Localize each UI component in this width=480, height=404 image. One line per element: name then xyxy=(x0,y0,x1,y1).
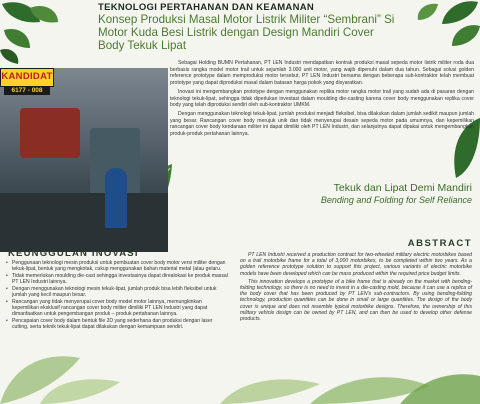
photo-worker xyxy=(105,168,127,228)
list-item: • Pencapaian cover body dalam bentuk file 2D yang sederhana dan produksi dengan laser cutting, serta teknik tekuk-lipat dapat dilakukan dengan kemampuan sendiri. xyxy=(12,318,230,330)
abstract-paragraph: This innovation develops a prototype of a bike frame that is already on the market with bending-folding technology, so there is no need to invest in a die-casting mold, because it can use a replica of the body cover that has been produced by PT LEN's sub-contractors. By using bending-folding technology, production quantities can be done in small or large quantities. The design of the body cover is unique and does not resemble typical motorbike designs. Therefore, the ownership of this military vehicle design can be owned by PT LEN, and can then be used to develop other defense products. xyxy=(240,278,472,323)
kandidat-badge: KANDIDAT xyxy=(0,68,54,87)
abstract-heading: ABSTRACT xyxy=(407,238,472,249)
intro-paragraph: Dengan menggunakan teknologi tekuk-lipat, jumlah produksi menjadi fleksibel, bisa dilakukan dalam jumlah sedikit maupun jumlah yang besar. Rancangan cover body merujuk unik dan tidak menyerupai desain sepeda motor pada umumnya, dan kepemilikan rancangan cover body kendaraan militer ini dapat dimiliki oleh PT LEN Industri, dan selanjutnya dapat dipakai untuk mengembangkan produk-produk pertahanan lainnya. xyxy=(170,110,474,138)
candidate-code: 6177 - 008 xyxy=(4,86,50,95)
leaf-bottom-right-icon xyxy=(220,340,480,404)
leaf-top-left-icon xyxy=(0,0,80,66)
section-title-english: Bending and Folding for Self Reliance xyxy=(320,195,472,205)
keunggulan-list xyxy=(4,260,230,331)
section-title: Tekuk dan Lipat Demi Mandiri xyxy=(333,182,472,194)
list-item: • Rancangan yang tidak menyerupai cover body model motor lainnya, memungkinkan kepemilikan eksklusif rancangan cover body militer dimiliki PT LEN Industri yang dapat dimanfaatkan untuk pengembangan produk – produk pertahanan lainnya. xyxy=(12,299,230,318)
abstract-paragraph: PT LEN Industri received a production contract for two-wheeled military electric motorbikes based on a trail motorbike frame for a total of 3,000 motorbikes, to be completed within two years. As a golden reference prototype solution to support this project, various variants of electric motorbike models have been developed which can be mass produced within the required price budget limits. xyxy=(240,252,472,277)
leaf-bottom-left-icon xyxy=(0,330,130,404)
list-item: • Dengan menggunakan teknologi mesin tekuk-lipat, jumlah produk bisa lebih fleksibel untuk jumlah yang kecil maupun besar. xyxy=(12,286,230,298)
list-item: • Penggunaan teknologi mesin produksi untuk pembuatan cover body motor versi militer dengan tekuk-lipat, bentuk yang mengkotak, cukup menggunakan bahan material metal (atau gelaru. xyxy=(12,260,230,272)
intro-paragraph: Inovasi ini mengembangkan prototype dengan menggunakan replika motor rangka motor trail yang sudah ada di pasaran dengan teknologi tekuk-lipat, sehingga tidak diperlukan investasi dalam moulding die-casting karena cover body menggunakan replika cover body yang telah diproduksi sendiri oleh sub-kontraktor UMKM. xyxy=(170,88,474,109)
photo-bench xyxy=(0,193,168,252)
leaf-top-right-icon xyxy=(398,0,480,60)
keunggulan-heading: KEUNGGULAN INOVASI xyxy=(8,248,139,259)
intro-paragraph: Sebagai Holding BUMN Pertahanan, PT LEN Industri mendapatkan kontrak produksi masal sepeda motor listrik militer roda dua berbasis rangka model motor trail untuk sejumlah 3.000 unit motor, yang wajib dipenuhi dalam dua tahun. Sebagai solusi golden reference prototype dalam memproduksi motor tersebut, PT LEN Industri bersama dengan beberapa sub-kontraktor telah membuat prototype yang dapat diproduksi masal dalam batasan harga pokok yang disyaratkan. xyxy=(170,60,474,87)
abstract-text xyxy=(240,252,472,324)
intro-text xyxy=(170,60,474,140)
workshop-photo xyxy=(0,68,168,252)
list-item: • Tidak memerlukan moulding die-cast sehingga investasinya dapat direalokasi ke produk massal PT LEN Industri lainnya. xyxy=(12,273,230,285)
category-heading: TEKNOLOGI PERTAHANAN DAN KEAMANAN xyxy=(98,2,315,13)
photo-machine xyxy=(20,108,80,158)
page-title: Konsep Produksi Masal Motor Listrik Militer “Sembrani” Si Motor Kuda Besi Listrik dengan Design Mandiri Cover Body Tekuk Lipat xyxy=(98,13,395,52)
